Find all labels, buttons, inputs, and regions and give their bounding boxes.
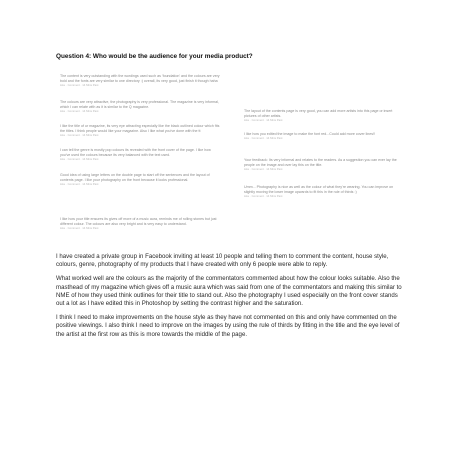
facebook-comments-screenshot [60, 74, 400, 244]
comment-item [60, 74, 220, 87]
comment-meta: Like · Comment · 14 Mins Past [60, 225, 99, 230]
comment-item [60, 217, 220, 230]
comment-item [60, 173, 220, 186]
body-text [56, 253, 402, 345]
question-heading: Question 4: Who would be the audience for your media product? [56, 53, 253, 60]
comment-meta: Like · Comment · 14 Mins Past [244, 166, 283, 171]
comment-text: Umm... Photography is nice as well as the colour of what they're wearing. You can improve on slightly moving the lower image upwards to fit this in the rule of thirds :) [244, 185, 394, 194]
comment-text: I like how your title ensures its gives off more of a music aura, reminds me of rolling stones but just different colour. The colours are also very bright and is very easy to understand. [60, 217, 217, 226]
paragraph-improvements: I think I need to make improvements on the house style as they have not commented on this and only have commented on the positive viewings. I also think I need to improve on the images by using the rule of thirds by fitting in the title and the eye level of the artist at the first row as this is more towards the middle of the page. [56, 314, 400, 338]
comment-meta: Like · Comment · 14 Mins Past [244, 117, 283, 122]
comment-meta: Like · Comment · 14 Mins Past [60, 132, 99, 137]
comment-meta: Like · Comment · 14 Mins Past [60, 82, 99, 87]
comment-item [60, 148, 220, 161]
comment-meta: Like · Comment · 14 Mins Past [244, 136, 283, 141]
comment-text: I like how you edited the image to make the font red...Could add more cover lines!! [244, 132, 376, 136]
comment-meta: Like · Comment · 14 Mins Past [244, 193, 283, 198]
comment-text: Your feedback: Its very informal and relates to the readers. As a suggestion you can ever lay the people on the image and over lay this on the title. [244, 158, 397, 167]
comment-item [60, 100, 220, 113]
comment-meta: Like · Comment · 14 Mins Past [60, 181, 99, 186]
comment-item [244, 185, 402, 198]
comment-text: The colours are very attractive, the photography is very professional. The magazine is very informal, which I can relate with as it is similar to the Q magazine. [60, 100, 219, 109]
paragraph-intro: I have created a private group in Facebook inviting at least 10 people and telling them to comment the content, house style, colours, genre, photography of my products that I have created with only 6 people were able to reply. [56, 253, 389, 269]
comment-meta: Like · Comment · 14 Mins Past [60, 156, 99, 161]
comment-text: The content is very outstanding with the wordings used such as 'foundation' and the colours are very bold and the fonts are very similar to one directory :) overall, its very good, just finish it though haha [60, 74, 220, 83]
paragraph-worked-well: What worked well are the colours as the majority of the commentators commented about how the colour looks suitable. Also the masthead of my magazine which gives off a music aura which was said from one of the commentators and making this similar to NME of how they used think outlines for their title to stand out. Also the photography I used especially on the front cover stands out a lot as I have edited this in Photoshop by setting the contrast higher and the saturation. [56, 275, 402, 308]
comment-item [244, 109, 402, 122]
comment-text: The layout of the contents page is very good, you can add more artists into this page or insert pictures of other artists. [244, 109, 393, 118]
comment-item [244, 158, 402, 171]
comment-text: I can tell the genre is mostly pop colours its revealed with the front cover of the page. I like how you've used the colours because its very balanced with the text used. [60, 148, 211, 157]
comment-text: I like the title of ur magazine, its very eye attracting especially like the black outlined colour which fits the titles. I think people would like your magazine. Also I like what you've done with the tt [60, 124, 220, 133]
comment-meta: Like · Comment · 14 Mins Past [60, 108, 99, 113]
comment-item [60, 124, 220, 137]
comment-text: Good idea of using large letters on the double page to start off the sentences and the layout of contents page. I like your photography on the front because it looks professional. [60, 173, 210, 182]
comment-item [244, 132, 375, 141]
